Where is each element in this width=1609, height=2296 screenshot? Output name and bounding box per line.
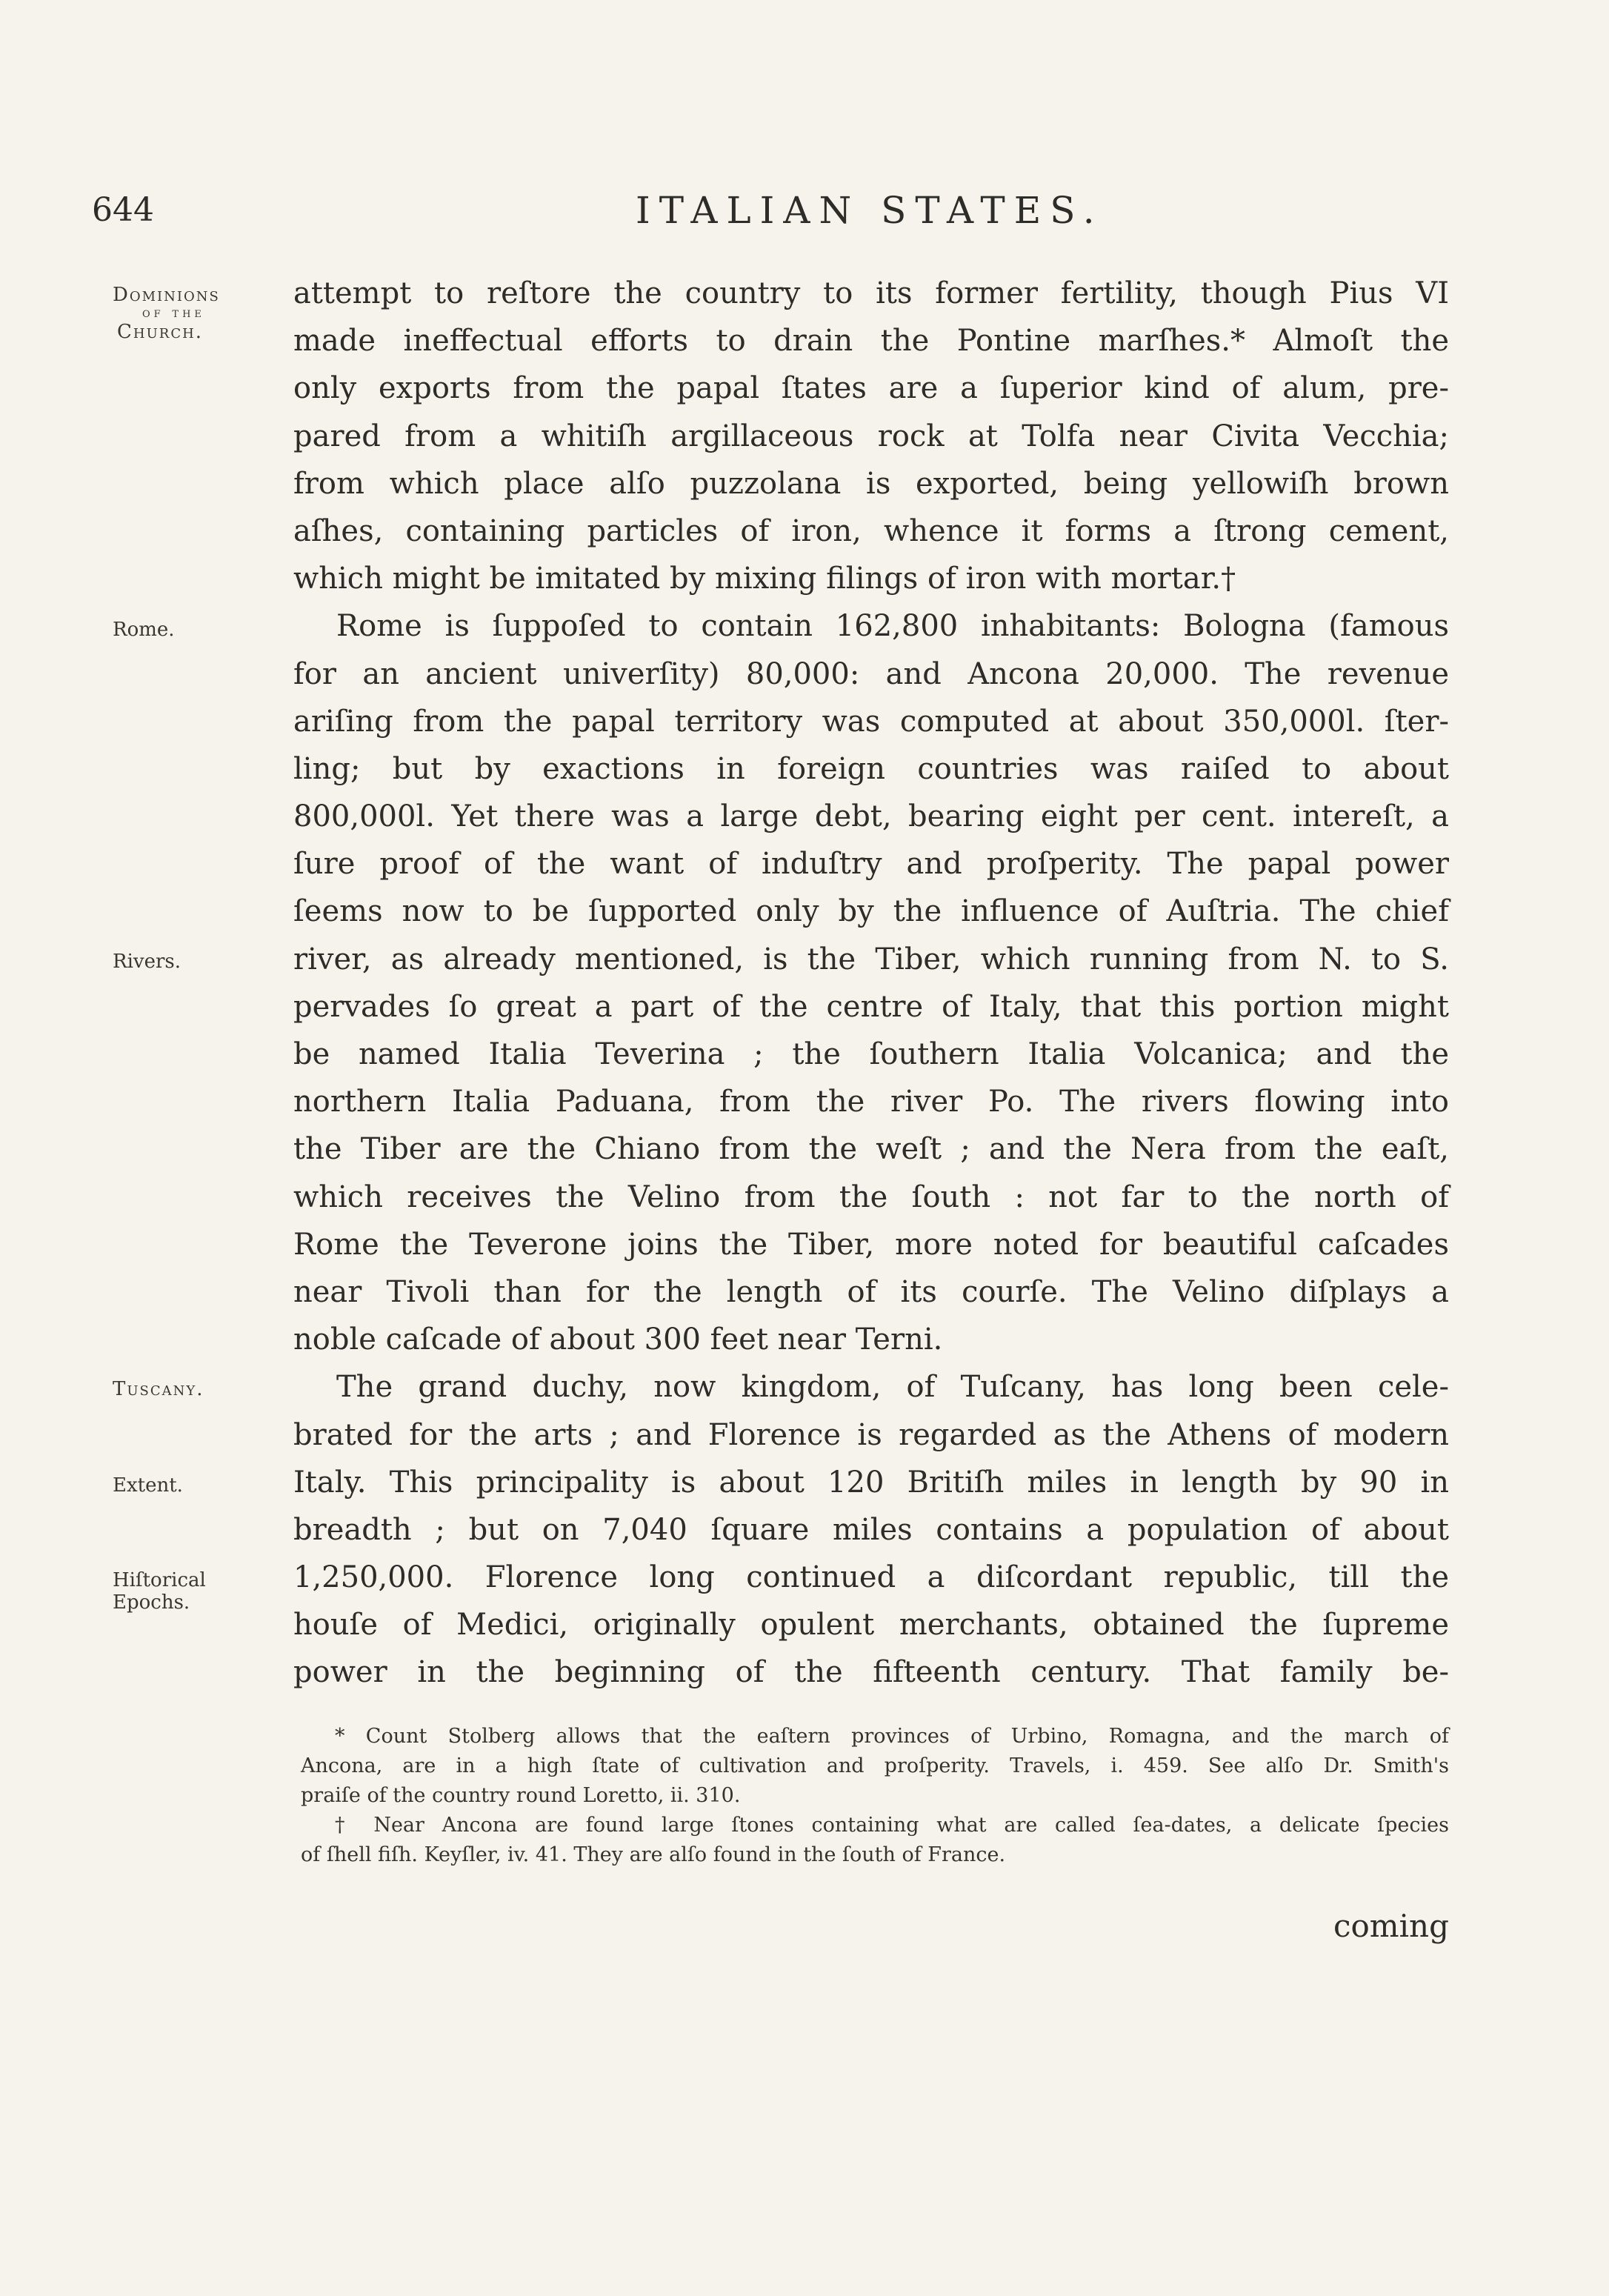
sidenote-extent: Extent. <box>113 1474 183 1497</box>
text-line: ſeems now to be ſupported only by the influence of Auſtria. The chief <box>293 894 1449 929</box>
text-line: ling; but by exactions in foreign countries was raiſed to about <box>293 751 1449 786</box>
text-line: attempt to reſtore the country to its former fertility, though Pius VI <box>293 276 1449 310</box>
text-line: Rome is ſuppoſed to contain 162,800 inhabitants: Bologna (famous <box>336 609 1449 644</box>
text-line: which might be imitated by mixing filings of iron with mortar.† <box>293 562 1236 596</box>
text-line: 800,000l. Yet there was a large debt, bearing eight per cent. intereſt, a <box>293 799 1449 834</box>
body-text <box>293 270 1449 1697</box>
text-line: which receives the Velino from the ſouth : not far to the north of <box>293 1179 1449 1214</box>
text-line: Italy. This principality is about 120 Britiſh miles in length by 90 in <box>293 1465 1449 1500</box>
text-line: near Tivoli than for the length of its courſe. The Velino diſplays a <box>293 1274 1449 1309</box>
text-line: noble caſcade of about 300 feet near Terni. <box>293 1322 943 1357</box>
text-line: The grand duchy, now kingdom, of Tuſcany, has long been cele- <box>336 1370 1449 1405</box>
catchword: coming <box>1333 1908 1449 1944</box>
text-line: the Tiber are the Chiano from the weſt ; and the Nera from the eaſt, <box>293 1132 1449 1167</box>
text-line: northern Italia Paduana, from the river Po. The rivers flowing into <box>293 1085 1449 1119</box>
sidenote-historical-epochs: Hiſtorical Epochs. <box>113 1569 206 1614</box>
sidenote-tuscany: Tuscany. <box>113 1378 204 1400</box>
footnote-line: praiſe of the country round Loretto, ii. 310. <box>301 1784 741 1807</box>
text-line: ariſing from the papal territory was computed at about 350,000l. ſter- <box>293 704 1449 739</box>
page-number: 644 <box>92 191 154 229</box>
footnote-line: † Near Ancona are found large ſtones containing what are called ſea-dates, a delicate ſpecies <box>335 1814 1449 1837</box>
footnote-line: Ancona, are in a high ſtate of cultivation and proſperity. Travels, i. 459. See alſo Dr. Smith's <box>301 1754 1449 1777</box>
text-line: river, as already mentioned, is the Tiber, which running from N. to S. <box>293 942 1449 976</box>
footnote-line: of ſhell fiſh. Keyſler, iv. 41. They are alſo found in the ſouth of France. <box>301 1843 1006 1866</box>
text-line: breadth ; but on 7,040 ſquare miles contains a population of about <box>293 1512 1449 1547</box>
text-line: power in the beginning of the fifteenth century. That family be- <box>293 1655 1449 1690</box>
text-line: from which place alſo puzzolana is exported, being yellowiſh brown <box>293 466 1449 501</box>
sidenote-rivers: Rivers. <box>113 951 181 973</box>
text-line: brated for the arts ; and Florence is regarded as the Athens of modern <box>293 1417 1449 1452</box>
text-line: be named Italia Teverina ; the ſouthern Italia Volcanica; and the <box>293 1037 1449 1071</box>
text-line: 1,250,000. Florence long continued a diſcordant republic, till the <box>293 1560 1449 1595</box>
text-line: aſhes, containing particles of iron, whence it forms a ſtrong cement, <box>293 513 1449 548</box>
running-head: ITALIAN STATES. <box>636 189 1104 232</box>
text-line: made ineffectual efforts to drain the Pontine marſhes.* Almoſt the <box>293 324 1449 359</box>
text-line: only exports from the papal ſtates are a ſuperior kind of alum, pre- <box>293 371 1449 406</box>
text-line: ſure proof of the want of induſtry and proſperity. The papal power <box>293 847 1449 882</box>
sidenote-rome: Rome. <box>113 619 175 641</box>
text-line: pared from a whitiſh argillaceous rock at Tolfa near Civita Vecchia; <box>293 419 1449 453</box>
footnote-line: * Count Stolberg allows that the eaſtern provinces of Urbino, Romagna, and the march of <box>335 1725 1449 1748</box>
text-line: Rome the Teverone joins the Tiber, more noted for beautiful caſcades <box>293 1227 1449 1262</box>
text-line: pervades ſo great a part of the centre of Italy, that this portion might <box>293 989 1449 1024</box>
sidenote-dominions: Dominions of the Church. <box>113 284 220 343</box>
text-line: houſe of Medici, originally opulent merchants, obtained the ſupreme <box>293 1608 1449 1643</box>
text-line: for an ancient univerſity) 80,000: and Ancona 20,000. The revenue <box>293 656 1449 691</box>
footnotes <box>301 1722 1449 1870</box>
